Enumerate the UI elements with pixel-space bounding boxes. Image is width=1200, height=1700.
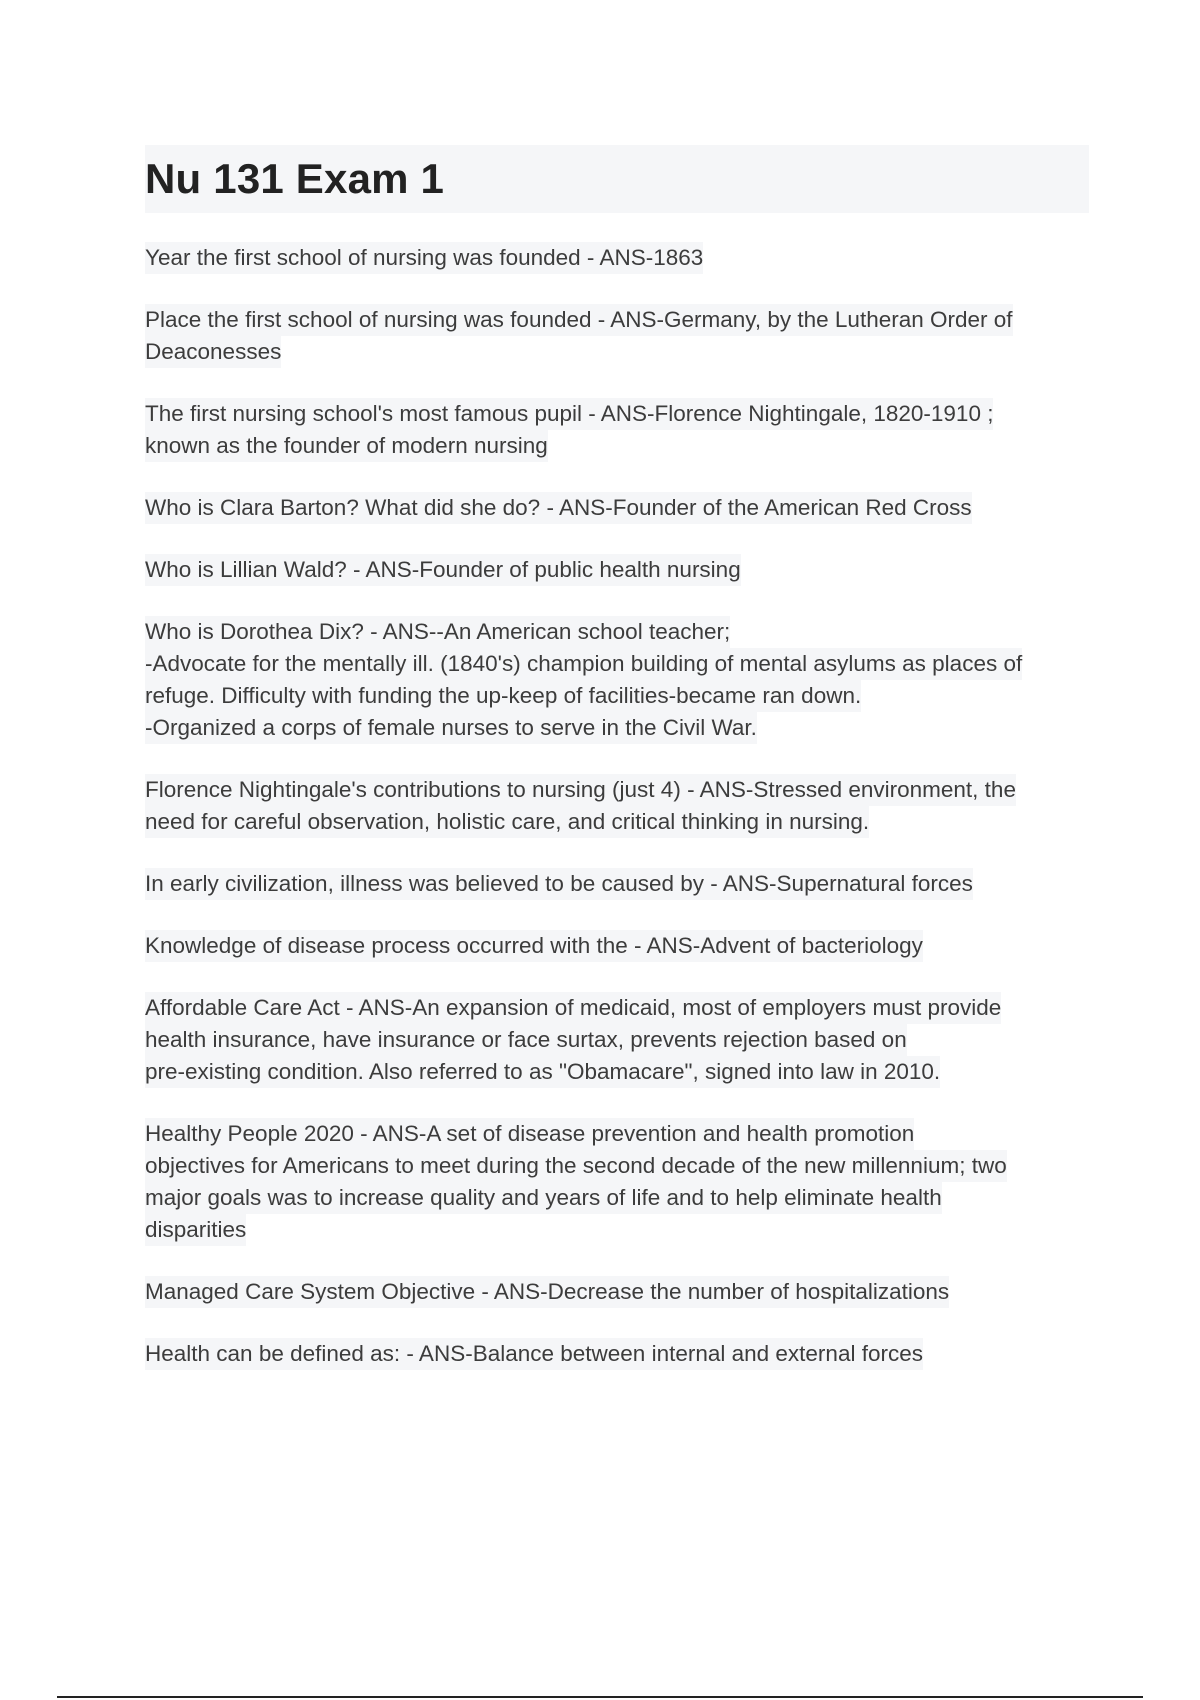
qa-item-line: Deaconesses <box>145 336 281 368</box>
qa-item-line: Managed Care System Objective - ANS-Decrease the number of hospitalizations <box>145 1276 949 1308</box>
qa-item <box>145 554 1089 586</box>
qa-item-line: need for careful observation, holistic care, and critical thinking in nursing. <box>145 806 869 838</box>
qa-item-line: Florence Nightingale's contributions to nursing (just 4) - ANS-Stressed environment, the <box>145 774 1016 806</box>
qa-item <box>145 242 1089 274</box>
qa-item <box>145 616 1089 744</box>
qa-item-line: -Advocate for the mentally ill. (1840's) champion building of mental asylums as places of <box>145 648 1022 680</box>
qa-item-line: objectives for Americans to meet during the second decade of the new millennium; two <box>145 1150 1007 1182</box>
qa-item-line: health insurance, have insurance or face surtax, prevents rejection based on <box>145 1024 907 1056</box>
qa-item-line: -Organized a corps of female nurses to serve in the Civil War. <box>145 712 757 744</box>
qa-item <box>145 1338 1089 1370</box>
qa-item-line: Who is Dorothea Dix? - ANS--An American school teacher; <box>145 616 730 648</box>
qa-item <box>145 930 1089 962</box>
qa-item-line: Place the first school of nursing was founded - ANS-Germany, by the Lutheran Order of <box>145 304 1013 336</box>
qa-item-line: Health can be defined as: - ANS-Balance between internal and external forces <box>145 1338 923 1370</box>
qa-item-line: disparities <box>145 1214 246 1246</box>
page-title: Nu 131 Exam 1 <box>145 155 445 202</box>
qa-item-line: Affordable Care Act - ANS-An expansion of medicaid, most of employers must provide <box>145 992 1001 1024</box>
qa-item-line: known as the founder of modern nursing <box>145 430 548 462</box>
qa-item-line: Who is Lillian Wald? - ANS-Founder of public health nursing <box>145 554 741 586</box>
qa-item <box>145 492 1089 524</box>
qa-item-line: pre-existing condition. Also referred to as "Obamacare", signed into law in 2010. <box>145 1056 940 1088</box>
qa-item-line: Year the first school of nursing was founded - ANS-1863 <box>145 242 703 274</box>
qa-item <box>145 398 1089 462</box>
qa-item-line: In early civilization, illness was believed to be caused by - ANS-Supernatural forces <box>145 868 973 900</box>
footer-divider <box>57 1696 1143 1698</box>
qa-item-line: refuge. Difficulty with funding the up-keep of facilities-became ran down. <box>145 680 861 712</box>
qa-item-line: The first nursing school's most famous pupil - ANS-Florence Nightingale, 1820-1910 ; <box>145 398 993 430</box>
qa-item-line: Knowledge of disease process occurred with the - ANS-Advent of bacteriology <box>145 930 923 962</box>
title-block <box>145 145 1089 213</box>
qa-item-line: Healthy People 2020 - ANS-A set of disease prevention and health promotion <box>145 1118 914 1150</box>
qa-item <box>145 1276 1089 1308</box>
qa-item <box>145 304 1089 368</box>
qa-item-line: Who is Clara Barton? What did she do? - ANS-Founder of the American Red Cross <box>145 492 972 524</box>
qa-item <box>145 1118 1089 1246</box>
qa-item <box>145 868 1089 900</box>
qa-list <box>145 242 1089 1400</box>
qa-item <box>145 774 1089 838</box>
qa-item <box>145 992 1089 1088</box>
qa-item-line: major goals was to increase quality and years of life and to help eliminate health <box>145 1182 942 1214</box>
